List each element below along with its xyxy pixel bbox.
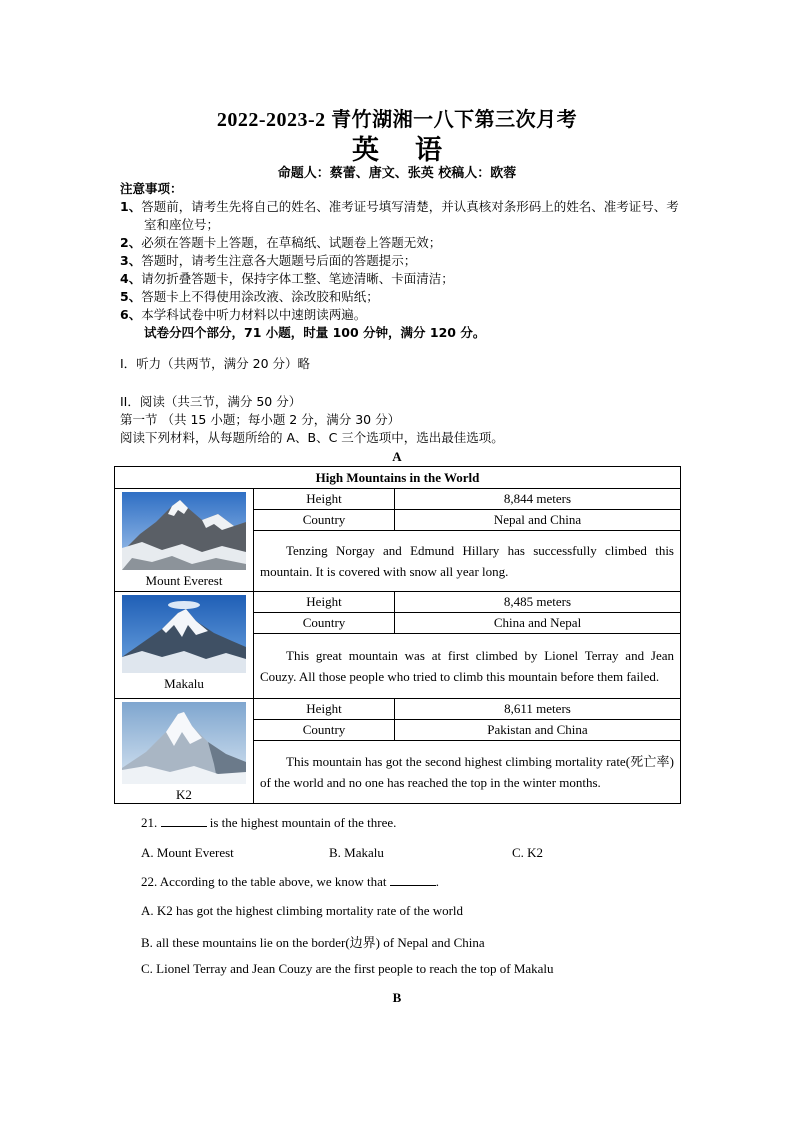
q21-option-c: C. K2 [512,845,544,860]
subject-title: 英语 [352,135,478,165]
question-21: 21. is the highest mountain of the three. [141,815,397,830]
notice-item: 6、本学科试卷中听力材料以中速朗读两遍。 [120,307,367,322]
mountain-name: Makalu [164,676,204,691]
notice-heading: 注意事项： [120,181,183,196]
mountain-description: This great mountain was at first climbed by Lionel Terray and Jean Couzy. All those people who tried to climb this mountain before them failed. [254,634,681,699]
mountain-name: K2 [176,787,192,802]
mountains-table [114,466,681,804]
part-one-heading: 第一节 （共 15 小题；每小题 2 分，满分 30 分） [120,412,401,427]
notice-block [120,180,685,342]
height-value: 8,611 meters [395,699,681,720]
mountain-name: Mount Everest [145,573,223,588]
country-label: Country [254,613,395,634]
country-value: Nepal and China [395,510,681,531]
q22-option-a: A. K2 has got the highest climbing mortality rate of the world [141,903,464,918]
notice-item: 3、答题时，请考生注意各大题题号后面的答题提示； [120,253,417,268]
exam-summary: 试卷分四个部分，71 小题，时量 100 分钟，满分 120 分。 [144,325,486,340]
answer-blank [161,826,207,827]
notice-item: 1、答题前，请考生先将自己的姓名、准考证号填写清楚，并认真核对条形码上的姓名、准考证号、考室和座位号； [120,199,679,232]
country-value: China and Nepal [395,613,681,634]
q22-option-b: B. all these mountains lie on the border(边界) of Nepal and China [141,935,485,950]
reading-instruction: 阅读下列材料，从每题所给的 A、B、C 三个选项中，选出最佳选项。 [120,430,504,445]
answer-blank [390,885,436,886]
country-label: Country [254,510,395,531]
notice-item: 5、答题卡上不得使用涂改液、涂改胶和贴纸； [120,289,379,304]
q21-option-a: A. Mount Everest [141,845,234,860]
mountain-image-cell [115,699,254,804]
height-value: 8,485 meters [395,592,681,613]
country-label: Country [254,720,395,741]
passage-letter-a: A [392,449,402,464]
table-caption: High Mountains in the World [115,467,681,489]
height-label: Height [254,592,395,613]
makalu-photo [122,595,246,673]
height-label: Height [254,489,395,510]
mountain-description: Tenzing Norgay and Edmund Hillary has successfully climbed this mountain. It is covered with snow all year long. [254,531,681,592]
k2-photo [122,702,246,784]
authors-line: 命题人：蔡蕾、唐文、张英 校稿人：欧蓉 [277,166,517,181]
listening-section: I．听力（共两节，满分 20 分）略 [120,356,311,371]
height-value: 8,844 meters [395,489,681,510]
question-22: 22. According to the table above, we know that . [141,874,439,889]
q21-option-b: B. Makalu [329,845,384,860]
height-label: Height [254,699,395,720]
q22-option-c: C. Lionel Terray and Jean Couzy are the first people to reach the top of Makalu [141,961,554,976]
mountain-image-cell [115,592,254,699]
mountain-image-cell [115,489,254,592]
notice-item: 4、请勿折叠答题卡，保持字体工整、笔迹清晰、卡面清洁； [120,271,454,286]
passage-letter-b: B [392,990,402,1005]
notice-item: 2、必须在答题卡上答题，在草稿纸、试题卷上答题无效； [120,235,442,250]
mountain-description: This mountain has got the second highest climbing mortality rate(死亡率) of the world and no one has reached the top in the winter months. [254,741,681,804]
country-value: Pakistan and China [395,720,681,741]
reading-section: II．阅读（共三节，满分 50 分） [120,394,302,409]
exam-title: 2022-2023-2 青竹湖湘一八下第三次月考 [216,109,578,131]
everest-photo [122,492,246,570]
